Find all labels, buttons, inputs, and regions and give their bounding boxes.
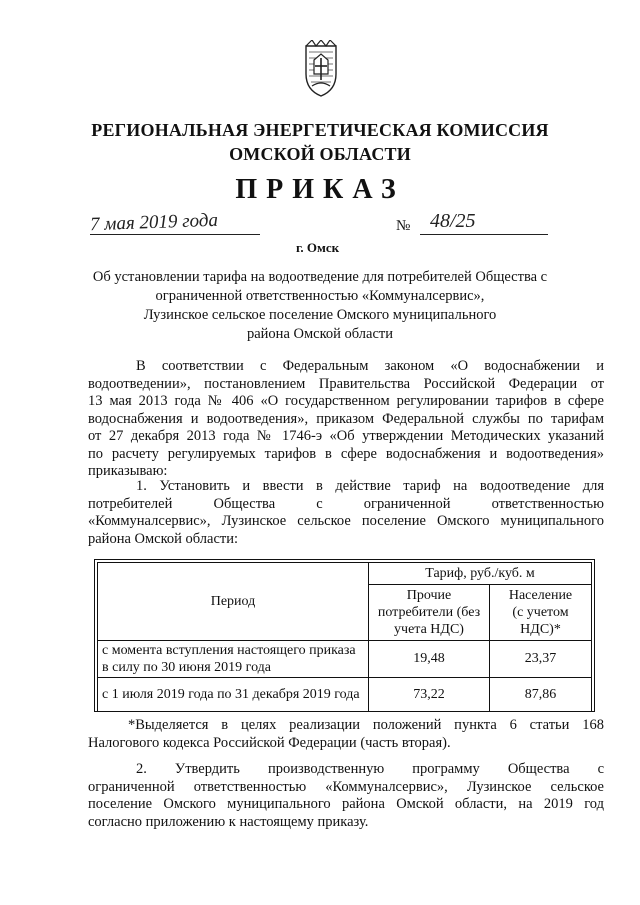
subject-line: Об установлении тарифа на водоотведение для потребителей Общества с [92, 269, 548, 285]
paragraph-line: приказываю: [88, 463, 168, 479]
paragraph-line: «Коммуналсервис», Лузинское сельское поселение Омского муниципального [88, 513, 604, 529]
table-footnote [88, 716, 604, 752]
tariff-population-cell: 23,37 [490, 641, 592, 678]
paragraph-line: согласно приложению к настоящему приказу. [88, 813, 369, 830]
paragraph-line: водоснабжения и водоотведения», приказом Федеральной службы по тарифам [88, 410, 604, 427]
paragraph-line: 1. Установить и ввести в действие тариф на водоотведение для [136, 478, 604, 494]
table-row [98, 641, 592, 678]
paragraph-line: В соответствии с Федеральным законом «О водоснабжении и [136, 358, 604, 374]
header-other-consumers: Прочие потребители (без учета НДС) [369, 585, 490, 641]
tariff-table [97, 562, 592, 712]
footnote-line: Налогового кодекса Российской Федерации (часть вторая). [88, 735, 451, 751]
handwritten-date: 7 мая 2019 года [89, 209, 219, 236]
paragraph-line: по расчету регулируемых тарифов в сфере водоснабжения и водоотведения» [88, 445, 604, 462]
period-cell: с 1 июля 2019 года по 31 декабря 2019 года [98, 678, 369, 712]
subject-line: Лузинское сельское поселение Омского муниципального [143, 307, 497, 323]
preamble-paragraph [88, 358, 604, 481]
paragraph-line: поселение Омского муниципального района Омской области, на 2019 год [88, 796, 604, 812]
header-tariff: Тариф, руб./куб. м [369, 563, 592, 585]
paragraph-line: ограниченной ответственностью «Коммуналсервис», Лузинское сельское [88, 778, 604, 795]
subject-line: ограниченной ответственностью «Коммуналсервис», [155, 288, 485, 304]
item-1-paragraph [88, 478, 604, 548]
number-underline [420, 234, 548, 235]
order-subject [80, 268, 560, 344]
period-cell: с момента вступления настоящего приказа в силу по 30 июня 2019 года [98, 641, 369, 678]
paragraph-line: от 27 декабря 2013 года № 1746-э «Об утверждении Методических указаний [88, 428, 604, 444]
item-2-paragraph [88, 761, 604, 831]
handwritten-order-number: 48/25 [430, 210, 476, 232]
header-population: Население (с учетом НДС)* [490, 585, 592, 641]
tariff-other-cell: 19,48 [369, 641, 490, 678]
tariff-other-cell: 73,22 [369, 678, 490, 712]
organization-name-line1: РЕГИОНАЛЬНАЯ ЭНЕРГЕТИЧЕСКАЯ КОМИССИЯ [91, 120, 549, 140]
paragraph-line: района Омской области: [88, 530, 239, 547]
city-name: г. Омск [296, 240, 340, 255]
table-row [98, 678, 592, 712]
number-sign: № [396, 218, 411, 234]
header-period: Период [98, 563, 369, 641]
paragraph-line: потребителей Общества с ограниченной ответственностью [88, 495, 604, 512]
tariff-population-cell: 87,86 [490, 678, 592, 712]
date-underline [90, 234, 260, 235]
coat-of-arms-emblem [300, 40, 342, 100]
organization-name-line2: ОМСКОЙ ОБЛАСТИ [229, 144, 411, 164]
document-type-title: ПРИКАЗ [235, 174, 405, 205]
paragraph-line: 2. Утвердить производственную программу Общества с [136, 761, 604, 777]
paragraph-line: водоотведении», постановлением Правительства Российской Федерации от [88, 375, 604, 392]
subject-line: района Омской области [246, 326, 393, 342]
paragraph-line: 13 мая 2013 года № 406 «О государственном регулировании тарифов в сфере [88, 393, 604, 409]
footnote-line: *Выделяется в целях реализации положений пункта 6 статьи 168 [128, 717, 604, 733]
